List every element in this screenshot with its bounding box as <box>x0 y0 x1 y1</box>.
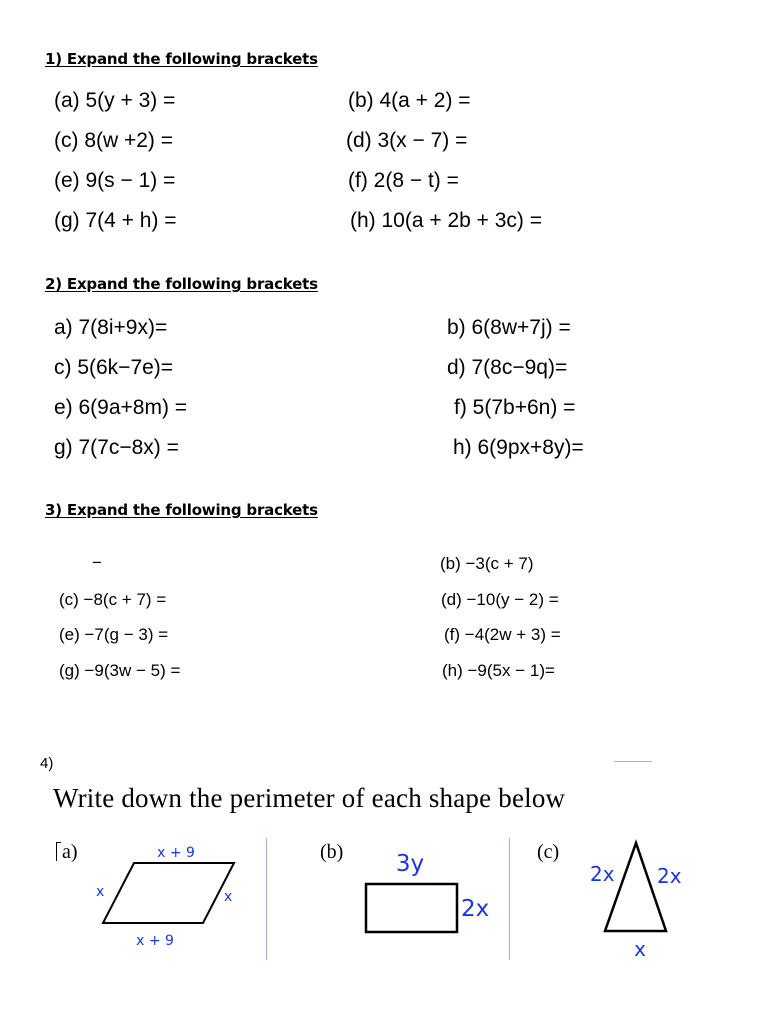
question-2e: e) 6(9a+8m) = <box>54 396 188 419</box>
parallelogram-shape <box>88 838 258 958</box>
question-2a: a) 7(8i+9x)= <box>54 316 168 339</box>
rectangle-shape <box>355 838 505 948</box>
question-1e: (e) 9(s − 1) = <box>54 169 176 192</box>
question-2f: f) 5(7b+6n) = <box>454 396 576 419</box>
question-1d: (d) 3(x − 7) = <box>346 129 468 152</box>
triangle-bottom-label: x <box>634 937 646 961</box>
shape-a-label <box>56 841 78 864</box>
question-3c: (c) −8(c + 7) = <box>59 590 167 609</box>
question-3d: (d) −10(y − 2) = <box>441 590 559 609</box>
parallelogram-left-label: x <box>96 884 105 900</box>
parallelogram-bottom-label: x + 9 <box>136 933 174 949</box>
question-1h: (h) 10(a + 2b + 3c) = <box>350 209 543 232</box>
question-2c: c) 5(6k−7e)= <box>54 356 174 379</box>
question-1f: (f) 2(8 − t) = <box>348 169 459 192</box>
section2-heading: 2) Expand the following brackets <box>45 275 318 293</box>
section1-heading: 1) Expand the following brackets <box>45 50 318 68</box>
triangle-left-label: 2x <box>590 862 615 886</box>
shape-c-label: (c) <box>537 841 560 863</box>
divider-1 <box>266 838 267 960</box>
question-2h: h) 6(9px+8y)= <box>453 436 584 459</box>
question-1g: (g) 7(4 + h) = <box>54 209 177 232</box>
question-2d: d) 7(8c−9q)= <box>447 356 568 379</box>
question-3a: − <box>92 553 102 572</box>
question-2g: g) 7(7c−8x) = <box>54 436 179 459</box>
question-1c: (c) 8(w +2) = <box>54 129 174 152</box>
dash-mark <box>614 761 652 762</box>
question-3e: (e) −7(g − 3) = <box>59 625 169 644</box>
rectangle-right-label: 2x <box>461 896 490 922</box>
parallelogram-top-label: x + 9 <box>157 845 195 861</box>
divider-2 <box>509 838 510 960</box>
section4-title: Write down the perimeter of each shape below <box>53 783 566 813</box>
question-3g: (g) −9(3w − 5) = <box>59 661 181 680</box>
question-3f: (f) −4(2w + 3) = <box>444 625 561 644</box>
shape-b-label: (b) <box>320 841 344 863</box>
section4-number: 4) <box>40 755 54 772</box>
shape-a-label-text: a) <box>62 841 78 863</box>
triangle-shape <box>580 835 710 965</box>
question-2b: b) 6(8w+7j) = <box>447 316 571 339</box>
section3-heading: 3) Expand the following brackets <box>45 501 318 519</box>
triangle-right-label: 2x <box>657 864 682 888</box>
question-1a: (a) 5(y + 3) = <box>54 89 176 112</box>
rectangle-top-label: 3y <box>395 851 425 877</box>
question-1b: (b) 4(a + 2) = <box>348 89 471 112</box>
question-3h: (h) −9(5x − 1)= <box>442 661 555 680</box>
parallelogram-right-label: x <box>224 889 233 905</box>
question-3b: (b) −3(c + 7) <box>440 554 534 573</box>
